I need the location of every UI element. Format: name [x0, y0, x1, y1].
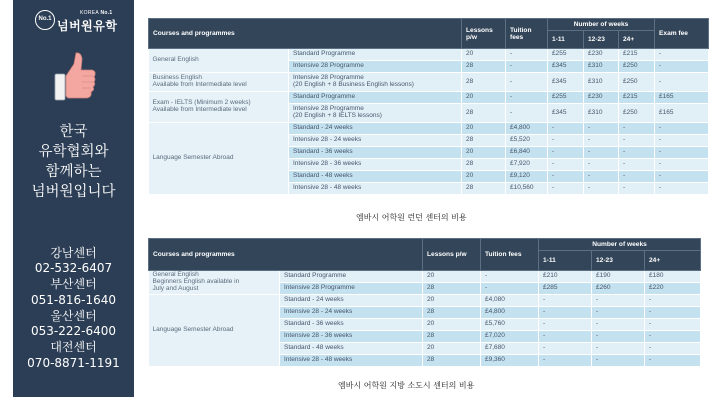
course-cell-line: Exam - IELTS (Minimum 2 weeks)	[152, 99, 251, 107]
programme-cell	[289, 104, 462, 123]
programme-cell	[280, 271, 423, 283]
weeks-24-cell: £250	[619, 61, 655, 73]
programme-cell-line: Intensive 28 - 48 weeks	[293, 184, 362, 192]
weeks-24-cell: £250	[619, 104, 655, 123]
weeks-12-23-cell: -	[592, 355, 645, 367]
programme-cell	[289, 49, 462, 61]
weeks-1-11-cell: £210	[539, 271, 592, 283]
programme-cell-line: Intensive 28 - 48 weeks	[284, 356, 353, 364]
programme-cell-line: Intensive 28 - 36 weeks	[284, 332, 353, 340]
programme-cell-line: Standard Programme	[293, 93, 356, 101]
exam-fee-cell: -	[655, 123, 709, 135]
weeks-12-23-cell: -	[592, 343, 645, 355]
center-name: 강남센터	[50, 246, 97, 260]
weeks-24-cell: -	[619, 123, 655, 135]
weeks-1-11-cell: £255	[548, 92, 584, 104]
weeks-24-cell: -	[645, 355, 701, 367]
lessons-cell: 20	[462, 171, 506, 183]
exam-fee-cell: -	[655, 61, 709, 73]
course-cell	[149, 92, 289, 123]
weeks-1-11-cell: £345	[548, 73, 584, 92]
course-cell-line: Available from Intermediate level	[152, 81, 247, 88]
weeks-12-23-cell: -	[592, 295, 645, 307]
table-row	[149, 271, 701, 283]
exam-fee-cell: -	[655, 159, 709, 171]
programme-cell-line: Intensive 28 - 36 weeks	[293, 160, 362, 168]
weeks-1-11-cell: -	[539, 307, 592, 319]
tuition-cell: £5,520	[506, 135, 548, 147]
weeks-12-23-cell: -	[592, 307, 645, 319]
table-row	[149, 123, 709, 135]
programme-cell-line: Standard - 36 weeks	[293, 148, 353, 156]
weeks-12-23-cell: £230	[584, 92, 619, 104]
programme-cell	[280, 283, 423, 295]
tuition-cell: -	[506, 92, 548, 104]
lessons-cell: 28	[423, 283, 481, 295]
weeks-12-23-cell: £310	[584, 73, 619, 92]
lessons-cell: 28	[462, 159, 506, 171]
tuition-cell: £9,360	[481, 355, 539, 367]
weeks-1-11-cell: -	[539, 343, 592, 355]
weeks-24-cell: -	[619, 183, 655, 195]
regional-fee-table	[148, 238, 701, 367]
weeks-24-cell: -	[619, 147, 655, 159]
weeks-12-23-cell: £260	[592, 283, 645, 295]
programme-cell-line: Standard - 48 weeks	[293, 172, 353, 180]
slogan	[13, 122, 134, 202]
header-tuition: Tuition fees	[481, 239, 539, 271]
course-cell	[149, 295, 280, 367]
weeks-1-11-cell: £345	[548, 61, 584, 73]
center-gangnam	[13, 246, 134, 277]
center-daejeon	[13, 340, 134, 371]
header-weeks-12-23: 12-23	[584, 31, 619, 49]
header-lessons: Lessons p/w	[462, 19, 506, 49]
course-cell-line: General English	[152, 271, 199, 279]
tuition-cell: £6,840	[506, 147, 548, 159]
lessons-cell: 20	[423, 271, 481, 283]
lessons-cell: 28	[462, 73, 506, 92]
programme-cell	[289, 61, 462, 73]
lessons-cell: 20	[423, 295, 481, 307]
programme-cell	[280, 307, 423, 319]
weeks-1-11-cell: -	[548, 123, 584, 135]
weeks-24-cell: £250	[619, 73, 655, 92]
programme-cell-line: Intensive 28 Programme	[293, 105, 364, 113]
lessons-cell: 20	[423, 343, 481, 355]
programme-cell	[289, 73, 462, 92]
regional-table-caption: 엠바시 어학원 지방 소도시 센터의 비용	[338, 381, 475, 390]
programme-cell	[280, 355, 423, 367]
programme-cell-line: Intensive 28 - 24 weeks	[293, 136, 362, 144]
lessons-cell: 28	[423, 331, 481, 343]
weeks-1-11-cell: £255	[548, 49, 584, 61]
header-courses: Courses and programmes	[149, 19, 462, 49]
table-row	[149, 92, 709, 104]
header-exam: Exam fee	[655, 19, 709, 49]
lessons-cell: 20	[462, 147, 506, 159]
weeks-24-cell: -	[645, 331, 701, 343]
lessons-cell: 28	[423, 355, 481, 367]
weeks-1-11-cell: £285	[539, 283, 592, 295]
weeks-24-cell: £220	[645, 283, 701, 295]
weeks-24-cell: -	[645, 343, 701, 355]
lessons-cell: 28	[462, 135, 506, 147]
weeks-12-23-cell: £310	[584, 61, 619, 73]
weeks-12-23-cell: -	[584, 123, 619, 135]
course-cell	[149, 73, 289, 92]
programme-cell-line: Standard Programme	[293, 50, 356, 58]
lessons-cell: 28	[423, 307, 481, 319]
weeks-1-11-cell: -	[548, 135, 584, 147]
weeks-1-11-cell: -	[548, 147, 584, 159]
weeks-1-11-cell: -	[539, 295, 592, 307]
programme-cell-line: Standard - 24 weeks	[284, 296, 344, 304]
programme-cell-line: Intensive 28 Programme	[293, 74, 364, 82]
logo-no1: No.1	[100, 10, 113, 16]
center-phone[interactable]: 053-222-6400	[30, 324, 116, 339]
brand-logo[interactable]	[35, 8, 125, 34]
programme-cell	[289, 183, 462, 195]
weeks-24-cell: £180	[645, 271, 701, 283]
exam-fee-cell: -	[655, 49, 709, 61]
weeks-24-cell: -	[645, 319, 701, 331]
weeks-1-11-cell: -	[548, 159, 584, 171]
tuition-cell: -	[506, 49, 548, 61]
tuition-cell: -	[506, 73, 548, 92]
tuition-cell: £4,800	[481, 307, 539, 319]
weeks-12-23-cell: £230	[584, 49, 619, 61]
exam-fee-cell: -	[655, 183, 709, 195]
exam-fee-cell: -	[655, 73, 709, 92]
weeks-1-11-cell: -	[548, 171, 584, 183]
header-weeks-1-11: 1-11	[548, 31, 584, 49]
course-cell-line: July and August	[152, 284, 199, 292]
header-weeks: Number of weeks	[539, 239, 701, 251]
weeks-12-23-cell: £310	[584, 104, 619, 123]
weeks-24-cell: £215	[619, 92, 655, 104]
lessons-cell: 20	[462, 123, 506, 135]
tuition-cell: £9,120	[506, 171, 548, 183]
weeks-12-23-cell: -	[592, 331, 645, 343]
header-lessons: Lessons p/w	[423, 239, 481, 271]
logo-name: 넘버원유학	[57, 19, 118, 33]
slogan-line-1: 한국	[59, 124, 88, 140]
weeks-12-23-cell: -	[584, 183, 619, 195]
tuition-cell: -	[506, 104, 548, 123]
center-name: 울산센터	[50, 308, 97, 323]
table-row	[149, 49, 709, 61]
center-ulsan	[13, 309, 134, 340]
weeks-1-11-cell: -	[539, 319, 592, 331]
programme-cell	[280, 319, 423, 331]
weeks-12-23-cell: £190	[592, 271, 645, 283]
programme-cell-line: Standard - 24 weeks	[293, 124, 353, 132]
weeks-24-cell: -	[619, 135, 655, 147]
weeks-1-11-cell: -	[548, 183, 584, 195]
lessons-cell: 28	[462, 61, 506, 73]
weeks-24-cell: -	[645, 295, 701, 307]
exam-fee-cell: £165	[655, 104, 709, 123]
weeks-1-11-cell: -	[539, 331, 592, 343]
logo-korea: KOREA	[80, 10, 99, 16]
weeks-24-cell: £215	[619, 49, 655, 61]
header-weeks-12-23: 12-23	[592, 251, 645, 271]
exam-fee-cell: £165	[655, 92, 709, 104]
logo-tagline	[80, 10, 112, 16]
weeks-12-23-cell: -	[584, 147, 619, 159]
tuition-cell: £4,080	[481, 295, 539, 307]
lessons-cell: 20	[462, 49, 506, 61]
programme-cell	[280, 343, 423, 355]
weeks-24-cell: -	[645, 307, 701, 319]
programme-cell-line: Standard Programme	[284, 272, 347, 280]
programme-cell-line: (20 English + 8 Business English lessons)	[293, 81, 414, 88]
sidebar	[13, 0, 134, 397]
programme-cell	[289, 92, 462, 104]
center-phone[interactable]: 02-532-6407	[34, 261, 113, 276]
course-cell-line: Beginners English available in	[152, 278, 240, 286]
header-weeks-1-11: 1-11	[539, 251, 592, 271]
weeks-12-23-cell: -	[584, 135, 619, 147]
programme-cell-line: Intensive 28 - 24 weeks	[284, 308, 353, 316]
course-cell	[149, 49, 289, 73]
programme-cell-line: (20 English + 8 IELTS lessons)	[293, 112, 382, 119]
weeks-24-cell: -	[619, 171, 655, 183]
slogan-line-4: 넘버원입니다	[31, 184, 116, 200]
tuition-cell: £7,920	[506, 159, 548, 171]
lessons-cell: 28	[462, 183, 506, 195]
programme-cell-line: Intensive 28 Programme	[293, 62, 364, 70]
programme-cell	[289, 147, 462, 159]
tuition-cell: -	[506, 61, 548, 73]
tuition-cell: £7,020	[481, 331, 539, 343]
tuition-cell: -	[481, 271, 539, 283]
programme-cell	[280, 331, 423, 343]
exam-fee-cell: -	[655, 147, 709, 159]
course-cell-line: Language Semester Abroad	[152, 326, 234, 334]
exam-fee-cell: -	[655, 135, 709, 147]
center-phone[interactable]: 051-816-1640	[30, 292, 116, 307]
weeks-24-cell: -	[619, 159, 655, 171]
header-weeks-24: 24+	[645, 251, 701, 271]
center-phone[interactable]: 070-8871-1191	[27, 355, 120, 370]
weeks-1-11-cell: -	[539, 355, 592, 367]
tuition-cell: £7,680	[481, 343, 539, 355]
tuition-cell: £10,560	[506, 183, 548, 195]
header-weeks: Number of weeks	[548, 19, 655, 31]
weeks-1-11-cell: £345	[548, 104, 584, 123]
header-weeks-24: 24+	[619, 31, 655, 49]
programme-cell	[289, 171, 462, 183]
programme-cell-line: Standard - 36 weeks	[284, 320, 344, 328]
center-name: 대전센터	[50, 340, 97, 355]
table-row	[149, 73, 709, 92]
tuition-cell: £5,760	[481, 319, 539, 331]
header-tuition: Tuition fees	[506, 19, 548, 49]
exam-fee-cell: -	[655, 171, 709, 183]
weeks-12-23-cell: -	[592, 319, 645, 331]
course-cell	[149, 271, 280, 295]
lessons-cell: 28	[462, 104, 506, 123]
tuition-cell: £4,800	[506, 123, 548, 135]
course-cell-line: Available from Intermediate level	[152, 106, 247, 113]
lessons-cell: 20	[462, 92, 506, 104]
header-courses: Courses and programmes	[149, 239, 423, 271]
slogan-line-2: 유학협회와	[38, 144, 109, 160]
course-cell	[149, 123, 289, 195]
programme-cell-line: Standard - 48 weeks	[284, 344, 344, 352]
london-fee-table	[148, 18, 709, 195]
center-name: 부산센터	[50, 277, 97, 292]
programme-cell	[280, 295, 423, 307]
programme-cell	[289, 123, 462, 135]
thumbs-up-icon	[53, 50, 97, 104]
london-table-caption: 엠바시 어학원 런던 센터의 비용	[356, 213, 467, 222]
center-busan	[13, 277, 134, 308]
programme-cell-line: Intensive 28 Programme	[284, 284, 355, 292]
weeks-12-23-cell: -	[584, 159, 619, 171]
slogan-line-3: 함께하는	[45, 164, 102, 180]
lessons-cell: 20	[423, 319, 481, 331]
course-cell-line: Business English	[152, 74, 202, 82]
center-list	[13, 246, 134, 372]
programme-cell	[289, 159, 462, 171]
logo-badge: No.1	[35, 10, 55, 30]
course-cell-line: Language Semester Abroad	[152, 154, 234, 162]
table-row	[149, 295, 701, 307]
course-cell-line: General English	[152, 56, 199, 64]
weeks-12-23-cell: -	[584, 171, 619, 183]
programme-cell	[289, 135, 462, 147]
tuition-cell: -	[481, 283, 539, 295]
